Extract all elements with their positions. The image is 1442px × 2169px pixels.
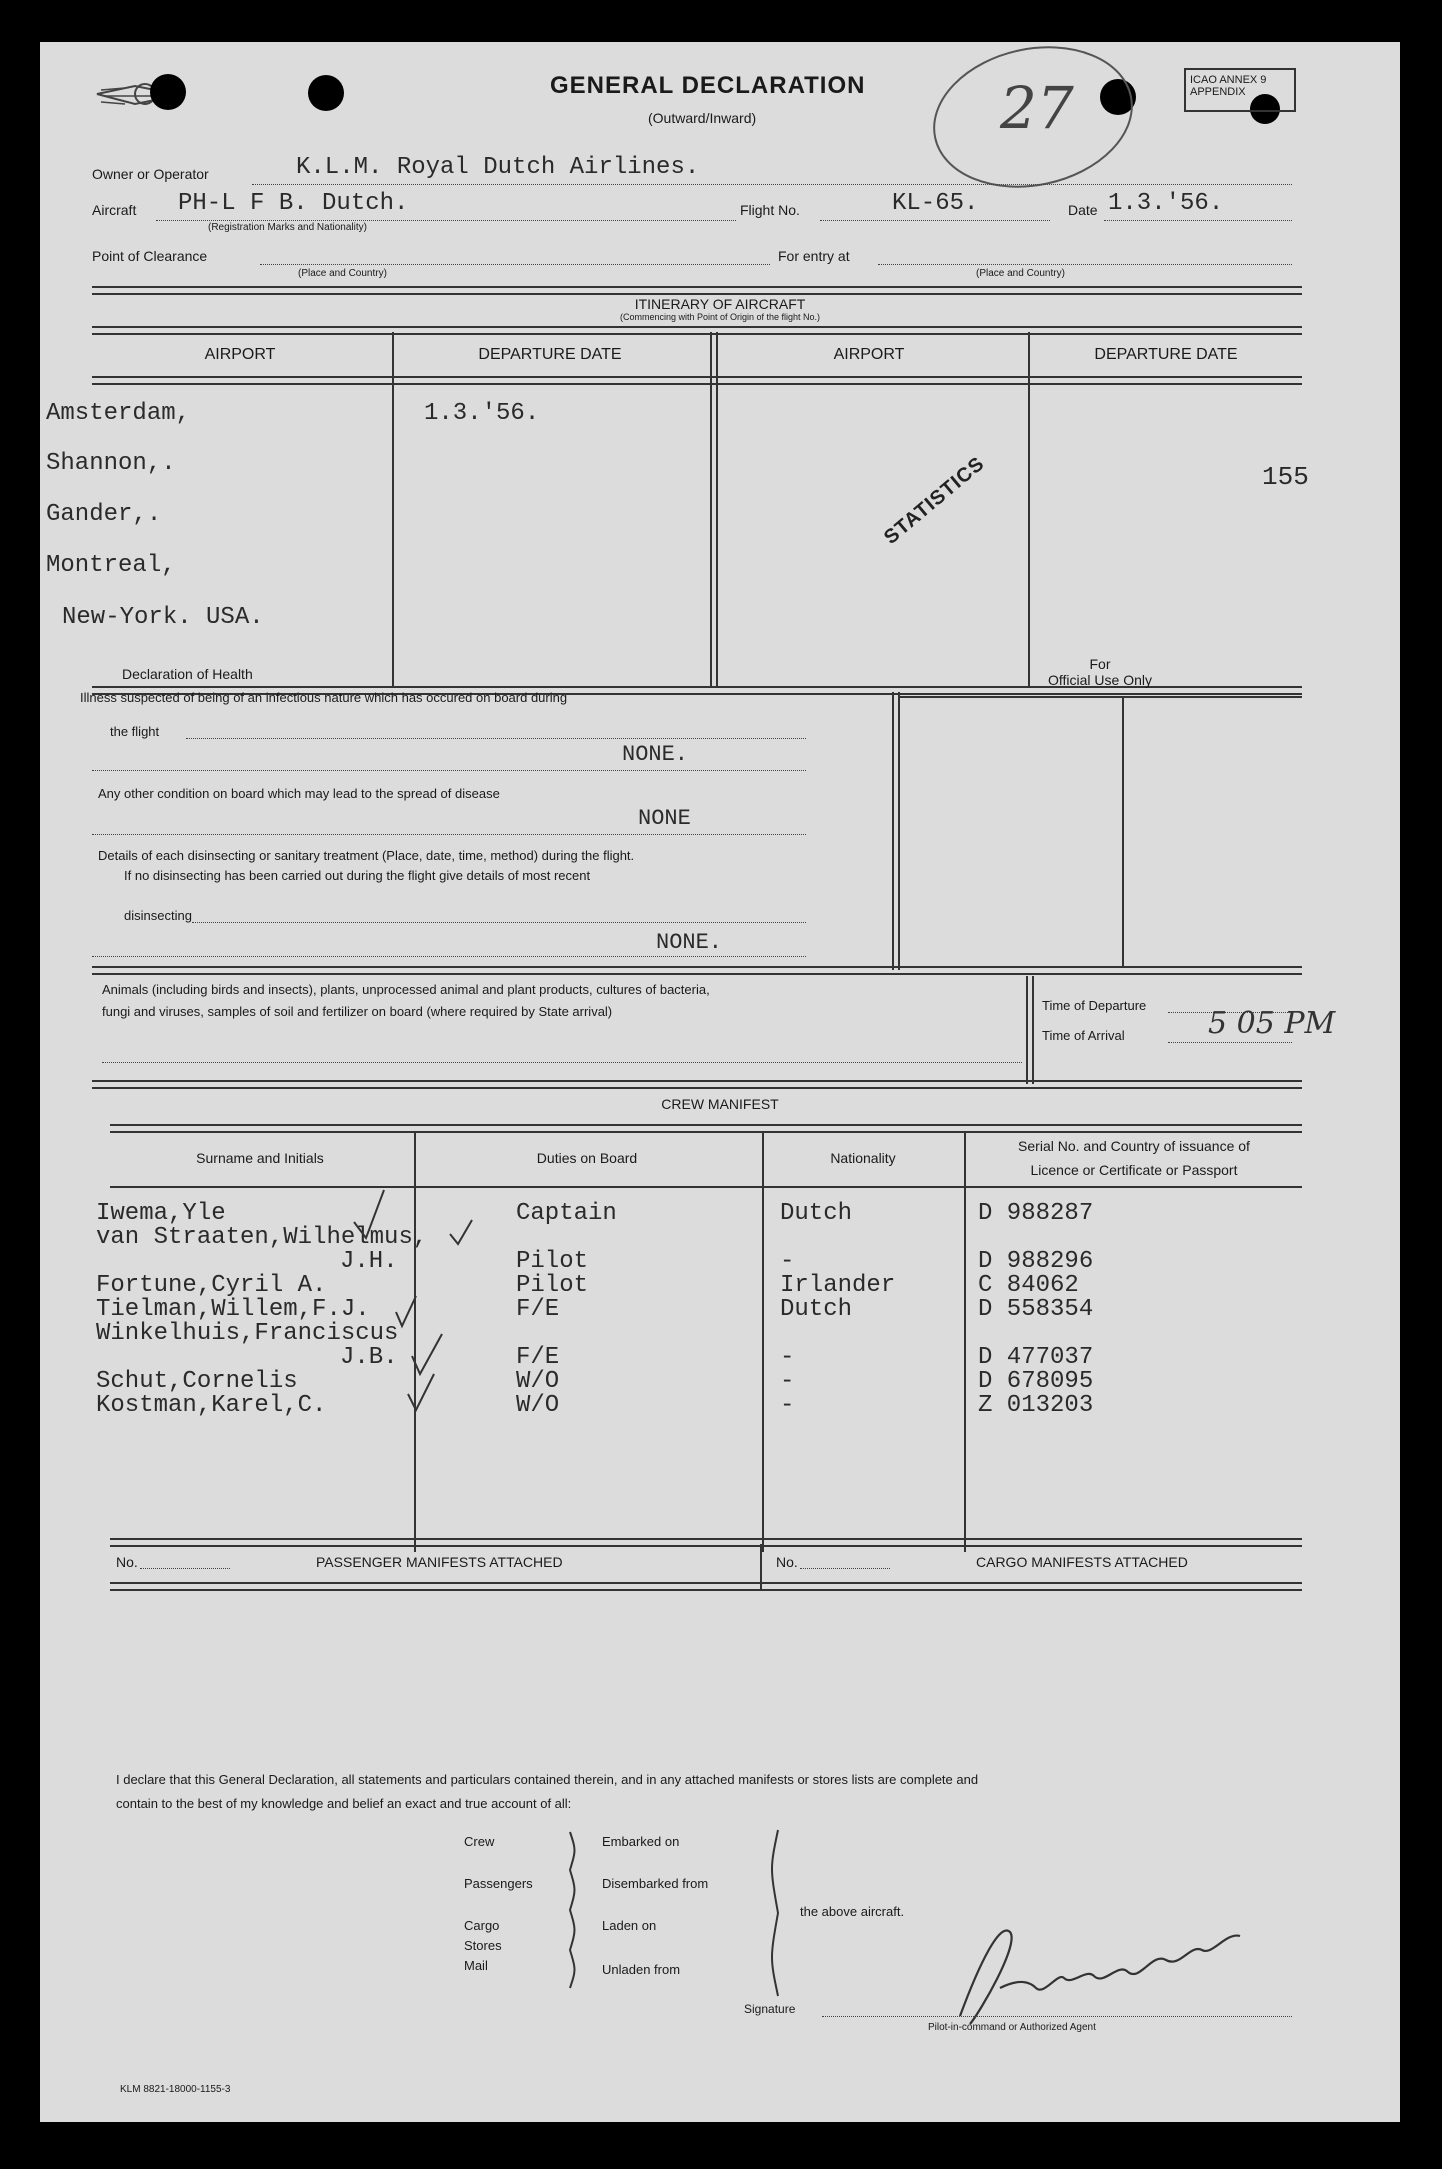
crew-name: van Straaten,Wilhelmus, xyxy=(96,1224,428,1251)
itinerary-title-rule xyxy=(92,326,1302,335)
crew-serial: D 988296 xyxy=(978,1248,1094,1275)
disinsecting-value-line xyxy=(92,956,806,957)
crew-name: Fortune,Cyril A. xyxy=(96,1272,327,1299)
crew-nationality: - xyxy=(780,1344,795,1371)
airport-entry: Gander,. xyxy=(46,501,162,528)
crew-nationality: Dutch xyxy=(780,1296,853,1323)
animals-line1: Animals (including birds and insects), plants, unprocessed animal and plant products, cultures of bacteria, xyxy=(102,982,710,997)
cargo-manifests: CARGO MANIFESTS ATTACHED xyxy=(976,1554,1188,1570)
date-label: Date xyxy=(1068,202,1098,218)
time-departure-label: Time of Departure xyxy=(1042,998,1147,1013)
flight-label: Flight No. xyxy=(740,202,800,218)
crew-serial: Z 013203 xyxy=(978,1392,1094,1419)
crew-serial: D 558354 xyxy=(978,1296,1094,1323)
owner-value: K.L.M. Royal Dutch Airlines. xyxy=(296,154,700,181)
crew-nationality: Dutch xyxy=(780,1200,853,1227)
itinerary-subtitle: (Commencing with Point of Origin of the flight No.) xyxy=(619,312,821,322)
annex-label: ICAO ANNEX 9 APPENDIX xyxy=(1190,74,1267,98)
crew-col-serial-1: Serial No. and Country of issuance of xyxy=(1018,1138,1250,1154)
itinerary-col-date-2: DEPARTURE DATE xyxy=(1094,346,1238,363)
official-use-divider xyxy=(892,692,900,970)
other-value-line xyxy=(92,834,806,835)
crew-divider xyxy=(964,1132,966,1552)
itinerary-col-date-1: DEPARTURE DATE xyxy=(478,346,622,363)
crew-serial: D 678095 xyxy=(978,1368,1094,1395)
crew-duty: Pilot xyxy=(516,1272,589,1299)
disinsecting-value: NONE. xyxy=(656,930,723,955)
time-arrival-label: Time of Arrival xyxy=(1042,1028,1125,1043)
official-use-2: Official Use Only xyxy=(1048,672,1152,688)
itinerary-col-airport-2: AIRPORT xyxy=(833,346,905,363)
health-illness: Illness suspected of being of an infectious nature which has occured on board during xyxy=(80,690,568,705)
itinerary-header-rule xyxy=(92,376,1302,385)
statistics-stamp: STATISTICS xyxy=(880,452,989,549)
illness-line xyxy=(186,738,806,739)
crew-name: Winkelhuis,Franciscus xyxy=(96,1320,399,1347)
crew-col-name: Surname and Initials xyxy=(196,1150,324,1166)
flight-value: KL-65. xyxy=(892,190,979,217)
crew-name: Iwema,Yle xyxy=(96,1200,226,1227)
decl-laden: Laden on xyxy=(602,1918,657,1933)
signature-label: Signature xyxy=(744,2002,796,2016)
crew-title-rule xyxy=(110,1124,1302,1133)
official-use-rule xyxy=(898,696,1302,698)
crew-name: J.H. xyxy=(340,1248,398,1275)
decl-unladen: Unladen from xyxy=(602,1962,681,1977)
crew-nationality: - xyxy=(780,1392,795,1419)
decl-crew: Crew xyxy=(464,1834,495,1849)
entry-note: (Place and Country) xyxy=(976,268,1065,279)
health-disinsecting: Details of each disinsecting or sanitary treatment (Place, date, time, method) during the flight. xyxy=(98,848,635,863)
official-use-1: For xyxy=(1089,656,1111,672)
manifests-bottom-rule xyxy=(110,1582,1302,1591)
crew-col-nationality: Nationality xyxy=(830,1150,896,1166)
illness-value-line xyxy=(92,770,806,771)
times-divider xyxy=(1026,976,1034,1084)
crew-duty: Captain xyxy=(516,1200,617,1227)
itinerary-divider xyxy=(1028,332,1030,688)
itinerary-number: 155 xyxy=(1262,462,1309,492)
health-disinsecting-2: If no disinsecting has been carried out during the flight give details of most recent xyxy=(124,868,591,883)
crew-serial: D 477037 xyxy=(978,1344,1094,1371)
crew-duty: W/O xyxy=(516,1392,560,1419)
date-line xyxy=(1104,220,1292,221)
form-title: GENERAL DECLARATION xyxy=(550,72,866,99)
bracket-right xyxy=(766,1828,782,1998)
decl-mail: Mail xyxy=(464,1958,488,1973)
animals-line xyxy=(102,1062,1022,1063)
passenger-no-line xyxy=(140,1568,230,1569)
itinerary-col-airport-1: AIRPORT xyxy=(204,346,276,363)
health-other: Any other condition on board which may lead to the spread of disease xyxy=(98,786,500,801)
crew-serial: C 84062 xyxy=(978,1272,1079,1299)
crew-col-duties: Duties on Board xyxy=(536,1150,638,1166)
cargo-no-label: No. xyxy=(776,1554,798,1570)
passenger-no-label: No. xyxy=(116,1554,138,1570)
departure-date-entry: 1.3.'56. xyxy=(424,400,540,427)
animals-line2: fungi and viruses, samples of soil and fertilizer on board (where required by State arrival) xyxy=(102,1004,613,1019)
health-disinsecting-3: disinsecting xyxy=(124,908,192,923)
itinerary-divider xyxy=(392,332,394,688)
decl-disembarked: Disembarked from xyxy=(602,1876,709,1891)
arrival-value: 5 05 PM xyxy=(1208,1006,1336,1041)
crew-nationality: Irlander xyxy=(780,1272,896,1299)
handwritten-number: 27 xyxy=(1000,74,1074,142)
decl-cargo: Cargo xyxy=(464,1918,500,1933)
clearance-label: Point of Clearance xyxy=(92,248,208,264)
health-title: Declaration of Health xyxy=(122,666,253,682)
health-illness-2: the flight xyxy=(110,724,160,739)
signature-note: Pilot-in-command or Authorized Agent xyxy=(928,2022,1096,2033)
crew-name: Kostman,Karel,C. xyxy=(96,1392,327,1419)
crew-duty: Pilot xyxy=(516,1248,589,1275)
other-value: NONE xyxy=(638,806,691,831)
crew-divider xyxy=(762,1132,764,1552)
passenger-manifests: PASSENGER MANIFESTS ATTACHED xyxy=(316,1554,563,1570)
cargo-no-line xyxy=(800,1568,890,1569)
crew-name: Schut,Cornelis xyxy=(96,1368,298,1395)
entry-line xyxy=(878,264,1292,265)
decl-embarked: Embarked on xyxy=(602,1834,680,1849)
decl-stores: Stores xyxy=(464,1938,502,1953)
airport-entry: Montreal, xyxy=(46,552,176,579)
crew-nationality: - xyxy=(780,1248,795,1275)
clearance-line xyxy=(260,264,770,265)
aircraft-label: Aircraft xyxy=(92,202,137,218)
health-bottom-rule xyxy=(92,966,1302,975)
crew-bottom-rule xyxy=(110,1538,1302,1547)
aircraft-line xyxy=(156,220,736,221)
illness-value: NONE. xyxy=(622,742,689,767)
crew-serial: D 988287 xyxy=(978,1200,1094,1227)
crew-top-rule xyxy=(92,1080,1302,1089)
itinerary-top-rule xyxy=(92,286,1302,295)
crew-col-serial-2: Licence or Certificate or Passport xyxy=(1030,1162,1238,1178)
crew-header-rule xyxy=(110,1186,1302,1188)
crew-nationality: - xyxy=(780,1368,795,1395)
signature-line xyxy=(822,2016,1292,2017)
aircraft-note: (Registration Marks and Nationality) xyxy=(208,222,367,233)
pilot-signature xyxy=(940,1892,1280,2032)
crew-duty: F/E xyxy=(516,1344,560,1371)
crew-name: Tielman,Willem,F.J. xyxy=(96,1296,370,1323)
owner-line xyxy=(252,184,1292,185)
declaration-line2: contain to the best of my knowledge and belief an exact and true account of all: xyxy=(116,1796,572,1811)
disinsecting-line xyxy=(192,922,806,923)
owner-label: Owner or Operator xyxy=(92,166,209,182)
clearance-note: (Place and Country) xyxy=(298,268,387,279)
itinerary-title: ITINERARY OF AIRCRAFT xyxy=(634,296,806,312)
airport-entry: Amsterdam, xyxy=(46,400,191,427)
official-use-inner-divider xyxy=(1122,698,1124,968)
date-value: 1.3.'56. xyxy=(1108,190,1224,217)
print-code: KLM 8821-18000-1155-3 xyxy=(120,2084,231,2095)
declaration-line1: I declare that this General Declaration, all statements and particulars contained therein, and in any attached manifests or stores lists are complete and xyxy=(116,1772,979,1787)
arrival-line xyxy=(1168,1042,1292,1043)
entry-label: For entry at xyxy=(778,248,850,264)
crew-title: CREW MANIFEST xyxy=(661,1096,779,1112)
aircraft-value: PH-L F B. Dutch. xyxy=(178,190,409,217)
punch-hole xyxy=(308,75,344,111)
form-subtitle: (Outward/Inward) xyxy=(648,110,757,126)
crew-duty: W/O xyxy=(516,1368,560,1395)
airport-entry: New-York. USA. xyxy=(62,604,264,631)
declaration-form xyxy=(40,42,1400,2122)
airport-entry: Shannon,. xyxy=(46,450,176,477)
decl-above-aircraft: the above aircraft. xyxy=(800,1904,905,1919)
crew-name: J.B. xyxy=(340,1344,398,1371)
bracket-left xyxy=(566,1830,582,1990)
crew-duty: F/E xyxy=(516,1296,560,1323)
flight-line xyxy=(820,220,1050,221)
checkmarks xyxy=(340,1162,500,1442)
itinerary-divider xyxy=(710,332,718,688)
punch-hole xyxy=(150,74,186,110)
decl-passengers: Passengers xyxy=(464,1876,533,1891)
